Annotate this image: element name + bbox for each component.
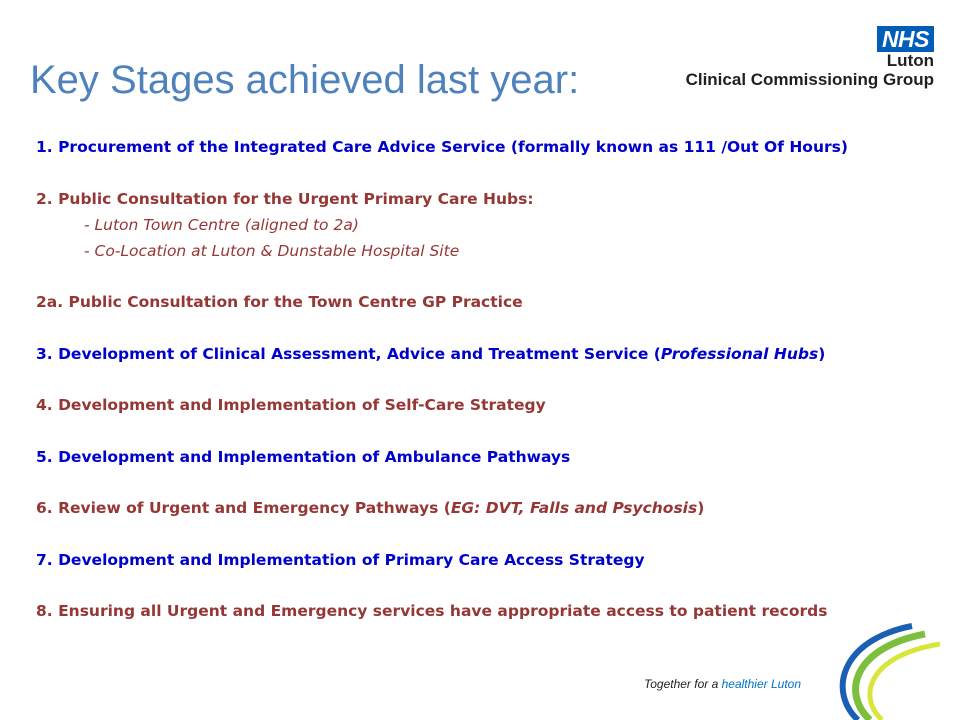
stage-subitem-2-1: - Luton Town Centre (aligned to 2a) — [84, 215, 359, 234]
stage-item-5: 5. Development and Implementation of Ambulance Pathways — [36, 447, 571, 466]
page-title: Key Stages achieved last year: — [30, 58, 580, 102]
stage-item-1: 1. Procurement of the Integrated Care Advice Service (formally known as 111 /Out Of Hours) — [36, 138, 848, 156]
stage-item-2a: 2a. Public Consultation for the Town Centre GP Practice — [36, 293, 523, 311]
nhs-logo — [686, 26, 934, 90]
stage-item-3: 3. Development of Clinical Assessment, Advice and Treatment Service (Professional Hubs) — [36, 344, 826, 363]
nhs-badge: NHS — [877, 26, 934, 52]
stage-item-4: 4. Development and Implementation of Self-Care Strategy — [36, 396, 546, 414]
org-name: Luton — [886, 51, 934, 70]
key-stages-list — [36, 134, 936, 624]
stage-item-8: 8. Ensuring all Urgent and Emergency services have appropriate access to patient records — [36, 602, 828, 620]
swoosh-graphic — [800, 620, 960, 720]
tagline: Together for a healthier Luton — [644, 677, 802, 691]
org-type: Clinical Commissioning Group — [685, 70, 934, 89]
stage-item-6: 6. Review of Urgent and Emergency Pathways (EG: DVT, Falls and Psychosis) — [36, 499, 705, 517]
stage-subitem-2-2: - Co-Location at Luton & Dunstable Hospital Site — [84, 241, 460, 260]
stage-item-7: 7. Development and Implementation of Primary Care Access Strategy — [36, 550, 645, 569]
stage-item-2: 2. Public Consultation for the Urgent Primary Care Hubs: — [36, 189, 534, 208]
